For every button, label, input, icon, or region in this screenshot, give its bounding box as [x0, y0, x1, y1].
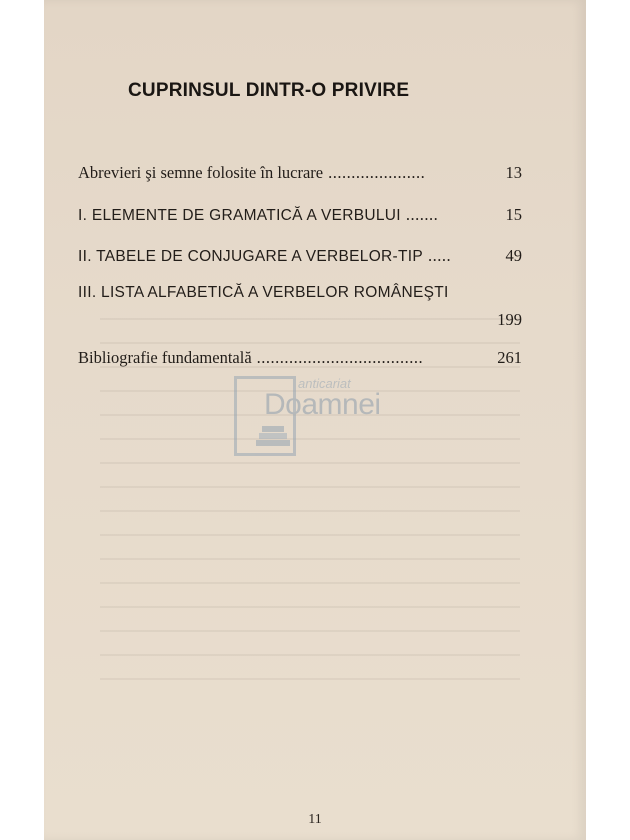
- toc-entry-dots: .....................: [328, 163, 426, 182]
- toc-entry-label: III. LISTA ALFABETICĂ A VERBELOR ROMÂNEŞTI: [78, 284, 449, 301]
- toc-entry: [78, 246, 522, 266]
- toc-entry-page: 199: [497, 310, 522, 329]
- watermark-name: Doamnei: [264, 388, 381, 421]
- toc-entry: [78, 348, 522, 368]
- toc-entry: [78, 205, 522, 225]
- page-title: CUPRINSUL DINTR-O PRIVIRE: [128, 80, 410, 101]
- books-icon: [256, 426, 290, 448]
- toc-entry: [78, 163, 522, 183]
- page-number: 11: [308, 812, 322, 827]
- toc-entry-label: I. ELEMENTE DE GRAMATICĂ A VERBULUI: [78, 207, 401, 224]
- toc-entry-page: 49: [505, 246, 522, 265]
- toc-entry-page: 261: [497, 348, 522, 367]
- toc-entry: [78, 282, 522, 302]
- toc-entry-dots: .....: [428, 246, 452, 265]
- toc-entry-dots: .......: [405, 205, 439, 224]
- toc-entry-page: 13: [505, 163, 522, 182]
- toc-entry-dots: ....................................: [256, 348, 424, 367]
- toc-entry-page: 15: [505, 205, 522, 224]
- book-page: [44, 0, 586, 840]
- toc-entry-label: II. TABELE DE CONJUGARE A VERBELOR-TIP: [78, 248, 424, 265]
- toc-entry-label: Abrevieri şi semne folosite în lucrare: [78, 163, 324, 182]
- watermark-subtitle: anticariat: [298, 376, 351, 391]
- toc-entry-label: Bibliografie fundamentală: [78, 348, 252, 367]
